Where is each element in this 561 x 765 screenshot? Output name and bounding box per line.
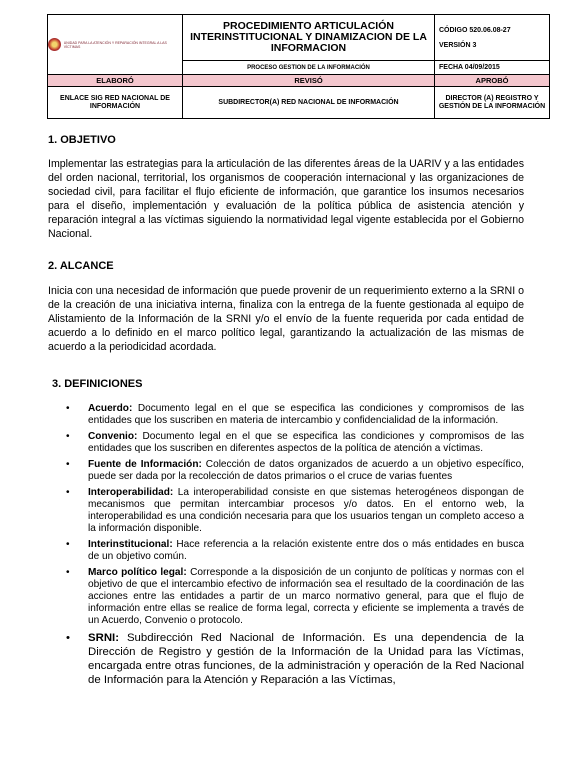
definition-fuente bbox=[66, 459, 524, 483]
reviso-label: REVISÓ bbox=[183, 75, 435, 87]
aprobo-label: APROBÓ bbox=[435, 75, 550, 87]
definition-term: Interinstitucional: bbox=[88, 539, 173, 550]
section-definiciones-heading: 3. DEFINICIONES bbox=[52, 378, 143, 390]
definition-text: Colección de datos organizados de acuerdo a un objetivo específico, puede ser dada por la recolección de datos primarios o el cruce de varias fuentes bbox=[88, 459, 524, 482]
definition-term: Convenio: bbox=[88, 431, 138, 442]
bullet-icon: • bbox=[66, 632, 70, 644]
bullet-icon: • bbox=[66, 567, 70, 578]
definition-interinstitucional bbox=[66, 539, 524, 563]
version-text: VERSIÓN 3 bbox=[439, 41, 477, 49]
definition-text: Documento legal en el que se especifica las condiciones y compromisos de las entidades que los suscriben en diferentes aspectos de la política de atención a víctimas. bbox=[88, 431, 524, 454]
elaboro-role: ENLACE SIG RED NACIONAL DE INFORMACIÓN bbox=[48, 87, 183, 119]
section-alcance-heading: 2. ALCANCE bbox=[48, 260, 114, 272]
definition-convenio bbox=[66, 431, 524, 455]
section-objetivo-text: Implementar las estrategias para la articulación de las diferentes áreas de la UARIV y a las entidades del orden nacional, territorial, los organismos de cooperación internacional y las organizaciones de sociedad civil, para facilitar el flujo eficiente de información, que garantice los insumos necesarios para el diseño, implementación y evaluación de la política pública de asistencia atención y reparación integral a las víctimas siguiendo la normatividad legal vigente establecida por el Gobierno Nacional. bbox=[48, 158, 524, 240]
section-alcance-text: Inicia con una necesidad de información que puede provenir de un requerimiento externo a la SRNI o de la creación de una iniciativa interna, finaliza con la entrega de la fuente gestionada al equipo de Alistamiento de la Información de la SRNI y/o el envío de la fuente requerida por cada entidad de acuerdo a lo definido en el marco político legal, garantizando la actualización de las mismas de acuerdo a la periodicidad acordada. bbox=[48, 285, 524, 353]
elaboro-label: ELABORÓ bbox=[48, 75, 183, 87]
definition-term: Marco político legal: bbox=[88, 567, 187, 578]
document-header-table bbox=[47, 14, 550, 119]
logo-cell bbox=[48, 15, 183, 75]
bullet-icon: • bbox=[66, 403, 70, 414]
definition-term: Interoperabilidad: bbox=[88, 487, 174, 498]
seal-icon bbox=[48, 38, 61, 51]
process-name: PROCESO GESTION DE LA INFORMACIÓN bbox=[183, 61, 435, 75]
bullet-icon: • bbox=[66, 487, 70, 498]
document-code bbox=[435, 15, 550, 61]
bullet-icon: • bbox=[66, 431, 70, 442]
definition-term: SRNI: bbox=[88, 632, 120, 644]
section-objetivo-heading: 1. OBJETIVO bbox=[48, 134, 116, 146]
definition-text: Hace referencia a la relación existente entre dos o más entidades en busca de un objetivo común. bbox=[88, 539, 524, 562]
definitions-list bbox=[66, 403, 524, 687]
definition-text: Documento legal en el que se especifica las condiciones y compromisos de las entidades que los suscriben en materia de intercambio y confidencialidad de la información. bbox=[88, 403, 524, 426]
definition-term: Fuente de Información: bbox=[88, 459, 202, 470]
logo-text: UNIDAD PARA LA ATENCIÓN Y REPARACIÓN INTEGRAL A LAS VÍCTIMAS bbox=[63, 40, 167, 49]
code-text: CÓDIGO 520.06.08-27 bbox=[439, 26, 511, 34]
definition-term: Acuerdo: bbox=[88, 403, 133, 414]
definition-srni bbox=[66, 631, 524, 687]
definition-interoperabilidad bbox=[66, 487, 524, 535]
definition-acuerdo bbox=[66, 403, 524, 427]
document-title: PROCEDIMIENTO ARTICULACIÓN INTERINSTITUCIONAL Y DINAMIZACION DE LA INFORMACION bbox=[183, 15, 435, 61]
reviso-role: SUBDIRECTOR(A) RED NACIONAL DE INFORMACIÓN bbox=[183, 87, 435, 119]
definition-marco-politico bbox=[66, 567, 524, 627]
definition-text: Subdirección Red Nacional de Información. Es una dependencia de la Dirección de Registro y gestión de la Información de la Unidad para las Víctimas, encargada entre otras funciones, de la administración y operación de la Red Nacional de Información para la Atención y Reparación a las Víctimas, bbox=[88, 632, 524, 686]
bullet-icon: • bbox=[66, 459, 70, 470]
definition-text: La interoperabilidad consiste en que sistemas heterogéneos dispongan de mecanismos que permitan intercambiar procesos y/o datos. En el entorno web, la interoperabilidad es una condición necesaria para que los usuarios tengan un completo acceso a la información disponible. bbox=[88, 487, 524, 534]
aprobo-role: DIRECTOR (A) REGISTRO Y GESTIÓN DE LA INFORMACIÓN bbox=[435, 87, 550, 119]
definition-text: Corresponde a la disposición de un conjunto de políticas y normas con el objetivo de que el intercambio efectivo de información sea el resultado de la coordinación de las acciones entre las entidades a partir de un marco normativo general, para que el flujo de información entre ellas se realice de forma legal, correcta y eficiente se implementa a través de un Acuerdo, Convenio o protocolo. bbox=[88, 567, 524, 626]
bullet-icon: • bbox=[66, 539, 70, 550]
document-date: FECHA 04/09/2015 bbox=[435, 61, 550, 75]
uariv-logo bbox=[48, 38, 182, 51]
